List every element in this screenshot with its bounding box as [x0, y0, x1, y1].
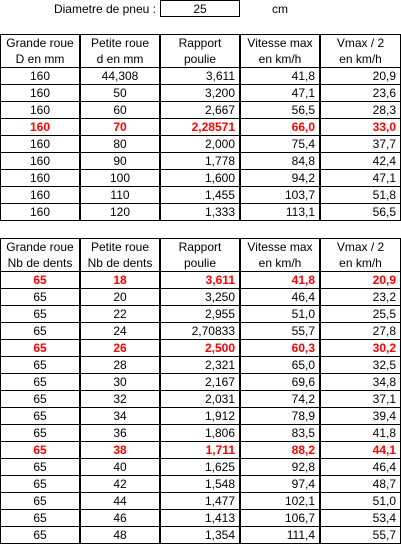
tooth-count-table-cell: 65 [0, 323, 80, 340]
tooth-count-table-cell: 27,8 [320, 323, 401, 340]
pulley-diameter-table-cell: 113,1 [240, 204, 320, 221]
tooth-count-table-cell: 65 [0, 272, 80, 289]
tire-diameter-unit: cm [272, 1, 288, 16]
pulley-diameter-table-cell: 120 [80, 204, 160, 221]
tooth-count-table-cell: 65 [0, 357, 80, 374]
pulley-diameter-table-cell: 103,7 [240, 187, 320, 204]
tire-diameter-value[interactable]: 25 [160, 0, 240, 17]
pulley-diameter-table-cell: 56,5 [240, 102, 320, 119]
tooth-count-table-cell: 1,806 [160, 425, 240, 442]
tooth-count-table-cell: 23,2 [320, 289, 401, 306]
tooth-count-table-cell: 3,611 [160, 272, 240, 289]
pulley-diameter-table-cell: 44,308 [80, 68, 160, 85]
tooth-count-table-header-cell: Nb de dents [80, 255, 160, 272]
pulley-diameter-table-cell: 2,000 [160, 136, 240, 153]
tooth-count-table-cell: 65 [0, 442, 80, 459]
pulley-diameter-table-cell: 3,611 [160, 68, 240, 85]
pulley-diameter-table-cell: 1,455 [160, 187, 240, 204]
pulley-diameter-table-header-row [0, 51, 401, 68]
tire-diameter-row [0, 0, 401, 17]
pulley-diameter-table-cell: 1,778 [160, 153, 240, 170]
tooth-count-table-cell: 42 [80, 476, 160, 493]
pulley-diameter-table-cell: 160 [0, 102, 80, 119]
pulley-diameter-table-cell: 51,8 [320, 187, 401, 204]
pulley-diameter-table-cell: 42,4 [320, 153, 401, 170]
tooth-count-table-cell: 65 [0, 425, 80, 442]
tooth-count-table-cell: 34,8 [320, 374, 401, 391]
tooth-count-table-header-cell: en km/h [240, 255, 320, 272]
tooth-count-table-cell: 51,0 [240, 306, 320, 323]
pulley-diameter-table-cell: 2,28571 [160, 119, 240, 136]
tooth-count-table-cell: 36 [80, 425, 160, 442]
pulley-diameter-table-header-cell: Grande roue [0, 34, 80, 51]
tooth-count-table-cell: 34 [80, 408, 160, 425]
pulley-diameter-table-cell: 28,3 [320, 102, 401, 119]
pulley-diameter-table-header-cell: Vitesse max [240, 34, 320, 51]
pulley-diameter-table-cell: 160 [0, 85, 80, 102]
pulley-diameter-table-cell: 1,333 [160, 204, 240, 221]
tooth-count-table-cell: 1,711 [160, 442, 240, 459]
pulley-diameter-table-cell: 90 [80, 153, 160, 170]
tooth-count-table-cell: 2,321 [160, 357, 240, 374]
tooth-count-table-cell: 65 [0, 289, 80, 306]
pulley-diameter-table-cell: 160 [0, 153, 80, 170]
pulley-diameter-table-header-cell: en km/h [240, 51, 320, 68]
pulley-diameter-table-cell: 60 [80, 102, 160, 119]
tooth-count-table-cell: 97,4 [240, 476, 320, 493]
tooth-count-table-cell: 65 [0, 374, 80, 391]
tooth-count-table-cell: 65 [0, 510, 80, 527]
tooth-count-table-cell: 65 [0, 527, 80, 544]
pulley-diameter-table-cell: 2,667 [160, 102, 240, 119]
tooth-count-table-cell: 1,625 [160, 459, 240, 476]
tooth-count-table-header-cell: Rapport [160, 238, 240, 255]
pulley-diameter-table-cell: 94,2 [240, 170, 320, 187]
pulley-diameter-table-row [0, 153, 401, 170]
tooth-count-table-cell: 26 [80, 340, 160, 357]
tooth-count-table-cell: 46,4 [240, 289, 320, 306]
tooth-count-table-cell: 30,2 [320, 340, 401, 357]
tooth-count-table-header-cell: Nb de dents [0, 255, 80, 272]
pulley-diameter-table-cell: 3,200 [160, 85, 240, 102]
tooth-count-table-cell: 46 [80, 510, 160, 527]
tooth-count-table-cell: 55,7 [320, 527, 401, 544]
tooth-count-table-row [0, 476, 401, 493]
tooth-count-table-cell: 83,5 [240, 425, 320, 442]
tooth-count-table-row [0, 442, 401, 459]
tooth-count-table-header-cell: Vitesse max [240, 238, 320, 255]
tooth-count-table-cell: 74,2 [240, 391, 320, 408]
pulley-diameter-table-cell: 47,1 [320, 170, 401, 187]
pulley-diameter-table-cell: 70 [80, 119, 160, 136]
pulley-diameter-table-header-cell: d en mm [80, 51, 160, 68]
pulley-diameter-table-header-cell: poulie [160, 51, 240, 68]
tooth-count-table-cell: 69,6 [240, 374, 320, 391]
tooth-count-table-cell: 28 [80, 357, 160, 374]
pulley-diameter-table-header-cell: Vmax / 2 [320, 34, 401, 51]
pulley-diameter-table-cell: 160 [0, 170, 80, 187]
tooth-count-table-cell: 51,0 [320, 493, 401, 510]
tooth-count-table-cell: 18 [80, 272, 160, 289]
tooth-count-table-header-cell: poulie [160, 255, 240, 272]
tooth-count-table-cell: 65 [0, 340, 80, 357]
tooth-count-table-header-cell: Grande roue [0, 238, 80, 255]
pulley-diameter-table-cell: 23,6 [320, 85, 401, 102]
tooth-count-table-cell: 37,1 [320, 391, 401, 408]
tooth-count-table-cell: 32,5 [320, 357, 401, 374]
tooth-count-table-cell: 3,250 [160, 289, 240, 306]
tooth-count-table-cell: 25,5 [320, 306, 401, 323]
tooth-count-table-row [0, 323, 401, 340]
pulley-diameter-table-cell: 56,5 [320, 204, 401, 221]
tooth-count-table-row [0, 391, 401, 408]
pulley-diameter-table-cell: 160 [0, 68, 80, 85]
tooth-count-table-header-row [0, 255, 401, 272]
pulley-diameter-table-cell: 33,0 [320, 119, 401, 136]
tooth-count-table-cell: 24 [80, 323, 160, 340]
tooth-count-table-cell: 44,1 [320, 442, 401, 459]
tooth-count-table-cell: 65 [0, 493, 80, 510]
pulley-diameter-table-cell: 160 [0, 119, 80, 136]
tooth-count-table-cell: 20 [80, 289, 160, 306]
tooth-count-table-cell: 65,0 [240, 357, 320, 374]
pulley-diameter-table-header-cell: Petite roue [80, 34, 160, 51]
tooth-count-table-cell: 41,8 [240, 272, 320, 289]
pulley-diameter-table-header-cell: D en mm [0, 51, 80, 68]
tooth-count-table-cell: 39,4 [320, 408, 401, 425]
tooth-count-table-cell: 102,1 [240, 493, 320, 510]
pulley-diameter-table-cell: 160 [0, 187, 80, 204]
tooth-count-table-cell: 55,7 [240, 323, 320, 340]
pulley-diameter-table-header-row [0, 34, 401, 51]
pulley-diameter-table-header-cell: en km/h [320, 51, 401, 68]
tooth-count-table-cell: 20,9 [320, 272, 401, 289]
tooth-count-table-cell: 48 [80, 527, 160, 544]
tooth-count-table-header-row [0, 238, 401, 255]
pulley-diameter-table-cell: 100 [80, 170, 160, 187]
tooth-count-table-cell: 22 [80, 306, 160, 323]
pulley-diameter-table-row [0, 85, 401, 102]
tooth-count-table-row [0, 493, 401, 510]
tooth-count-table-row [0, 374, 401, 391]
tooth-count-table-cell: 92,8 [240, 459, 320, 476]
tooth-count-table-cell: 48,7 [320, 476, 401, 493]
tooth-count-table-header-cell: Vmax / 2 [320, 238, 401, 255]
tooth-count-table-cell: 2,70833 [160, 323, 240, 340]
tooth-count-table-cell: 1,548 [160, 476, 240, 493]
tooth-count-table-cell: 30 [80, 374, 160, 391]
pulley-diameter-table-row [0, 187, 401, 204]
tooth-count-table-cell: 53,4 [320, 510, 401, 527]
pulley-diameter-table-cell: 37,7 [320, 136, 401, 153]
pulley-diameter-table-cell: 66,0 [240, 119, 320, 136]
tooth-count-table-cell: 65 [0, 476, 80, 493]
tooth-count-table-cell: 78,9 [240, 408, 320, 425]
tooth-count-table-row [0, 459, 401, 476]
tooth-count-table-cell: 65 [0, 459, 80, 476]
tooth-count-table-cell: 65 [0, 306, 80, 323]
tooth-count-table-cell: 38 [80, 442, 160, 459]
tooth-count-table-cell: 106,7 [240, 510, 320, 527]
pulley-diameter-table-row [0, 170, 401, 187]
tooth-count-table-cell: 2,031 [160, 391, 240, 408]
pulley-diameter-table-cell: 20,9 [320, 68, 401, 85]
tooth-count-table-cell: 2,500 [160, 340, 240, 357]
pulley-diameter-table-row [0, 119, 401, 136]
tooth-count-table-header-cell: en km/h [320, 255, 401, 272]
tooth-count-table-cell: 1,477 [160, 493, 240, 510]
tooth-count-table-row [0, 289, 401, 306]
pulley-diameter-table-cell: 75,4 [240, 136, 320, 153]
tooth-count-table-cell: 40 [80, 459, 160, 476]
pulley-diameter-table-cell: 160 [0, 136, 80, 153]
tire-diameter-label: Diametre de pneu : [53, 1, 156, 16]
tooth-count-table-cell: 65 [0, 391, 80, 408]
pulley-diameter-table-cell: 84,8 [240, 153, 320, 170]
tooth-count-table-cell: 41,8 [320, 425, 401, 442]
tooth-count-table-row [0, 357, 401, 374]
tooth-count-table-row [0, 272, 401, 289]
pulley-diameter-table-header-cell: Rapport [160, 34, 240, 51]
tooth-count-table-cell: 111,4 [240, 527, 320, 544]
tooth-count-table-row [0, 340, 401, 357]
tooth-count-table-header-cell: Petite roue [80, 238, 160, 255]
tooth-count-table-cell: 2,167 [160, 374, 240, 391]
pulley-diameter-table-cell: 41,8 [240, 68, 320, 85]
tooth-count-table-row [0, 527, 401, 544]
tooth-count-table-row [0, 510, 401, 527]
pulley-diameter-table-cell: 160 [0, 204, 80, 221]
pulley-diameter-table-cell: 50 [80, 85, 160, 102]
pulley-diameter-table-row [0, 102, 401, 119]
pulley-diameter-table-row [0, 136, 401, 153]
tooth-count-table-cell: 1,413 [160, 510, 240, 527]
tooth-count-table-row [0, 306, 401, 323]
pulley-diameter-table-cell: 47,1 [240, 85, 320, 102]
tooth-count-table-cell: 44 [80, 493, 160, 510]
tooth-count-table-row [0, 408, 401, 425]
pulley-diameter-table-cell: 1,600 [160, 170, 240, 187]
pulley-diameter-table-row [0, 204, 401, 221]
tooth-count-table-cell: 1,354 [160, 527, 240, 544]
tooth-count-table-cell: 1,912 [160, 408, 240, 425]
tooth-count-table-cell: 88,2 [240, 442, 320, 459]
tooth-count-table-row [0, 425, 401, 442]
tooth-count-table-cell: 65 [0, 408, 80, 425]
pulley-diameter-table-cell: 110 [80, 187, 160, 204]
tooth-count-table-cell: 32 [80, 391, 160, 408]
pulley-diameter-table-cell: 80 [80, 136, 160, 153]
tooth-count-table-cell: 2,955 [160, 306, 240, 323]
tooth-count-table-cell: 60,3 [240, 340, 320, 357]
tooth-count-table-cell: 46,4 [320, 459, 401, 476]
pulley-diameter-table-row [0, 68, 401, 85]
